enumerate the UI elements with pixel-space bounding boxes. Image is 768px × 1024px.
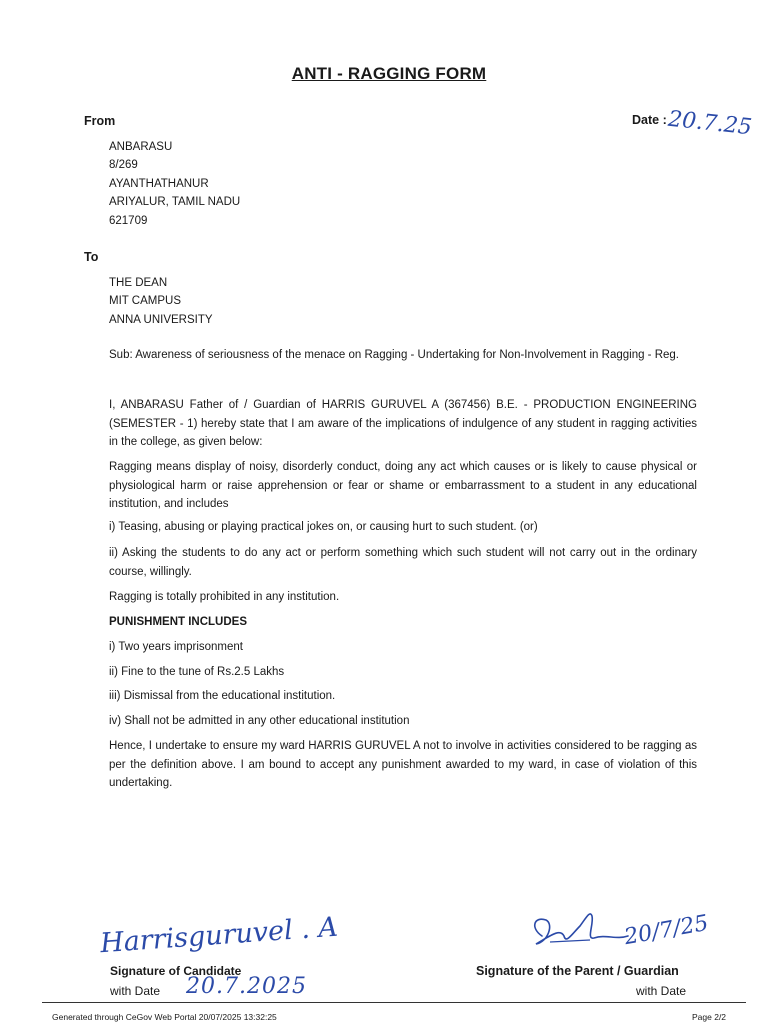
from-address-line: AYANTHATHANUR (109, 177, 209, 190)
handwritten-date: 20.7.25 (666, 106, 754, 141)
parent-handwritten-date: 20/7/25 (622, 910, 711, 951)
definition-paragraph: Ragging means display of noisy, disorderly conduct, doing any act which causes or is likely to cause physical or physiological harm or raise apprehension or fear or shame or embarrassment to a student in any educational institution, and includes (109, 461, 697, 511)
punishment-item: i) Two years imprisonment (109, 641, 243, 653)
parent-signature-scribble (520, 906, 630, 956)
to-address-line: MIT CAMPUS (109, 295, 181, 308)
to-address-line: ANNA UNIVERSITY (109, 313, 213, 326)
to-address (109, 274, 213, 329)
from-address-line: ANBARASU (109, 141, 173, 153)
punishment-item: ii) Fine to the tune of Rs.2.5 Lakhs (109, 666, 285, 678)
generated-footer: Generated through CeGov Web Portal 20/07/2025 13:32:25 (52, 1012, 277, 1022)
candidate-handwritten-date: 20.7.2025 (186, 974, 307, 999)
from-address-line: 8/269 (109, 159, 138, 172)
from-label: From (84, 114, 116, 128)
from-address (109, 138, 240, 230)
statement-paragraph: I, ANBARASU Father of / Guardian of HARRIS GURUVEL A (367456) B.E. - PRODUCTION ENGINEERING (SEMESTER - 1) hereby state that I am aware of the implications of indulgence of any student in ragging activities in the college, as given below: (109, 399, 697, 449)
candidate-date-label: with Date (110, 984, 161, 998)
parent-signature-label: Signature of the Parent / Guardian (476, 964, 679, 978)
candidate-handwritten-signature: Harrisguruvel . A (99, 911, 339, 960)
to-address-line: THE DEAN (109, 277, 168, 289)
subject-line: Sub: Awareness of seriousness of the menace on Ragging - Undertaking for Non-Involvement in Ragging - Reg. (109, 349, 679, 361)
punishment-item: iii) Dismissal from the educational institution. (109, 690, 336, 702)
from-address-line: 621709 (109, 214, 148, 227)
undertaking-paragraph: Hence, I undertake to ensure my ward HARRIS GURUVEL A not to involve in activities considered to be ragging as per the definition above. I am bound to accept any punishment awarded to my ward, in case of violation of this undertaking. (109, 740, 697, 790)
ragging-item-ii: ii) Asking the students to do any act or perform something which such student will not carry out in the ordinary course, willingly. (109, 547, 697, 578)
ragging-item-i: i) Teasing, abusing or playing practical jokes on, or causing hurt to such student. (or) (109, 521, 538, 533)
parent-date-label: with Date (636, 984, 687, 998)
footer-divider (42, 1002, 746, 1003)
punishment-heading: PUNISHMENT INCLUDES (109, 616, 248, 628)
date-label: Date : (632, 113, 667, 127)
prohibited-line: Ragging is totally prohibited in any institution. (109, 591, 340, 603)
punishment-item: iv) Shall not be admitted in any other educational institution (109, 715, 410, 727)
page-number: Page 2/2 (692, 1012, 727, 1022)
form-title: ANTI - RAGGING FORM (291, 64, 487, 83)
to-label: To (84, 250, 99, 264)
from-address-line: ARIYALUR, TAMIL NADU (109, 196, 241, 209)
candidate-signature-label: Signature of Candidate (110, 964, 242, 978)
